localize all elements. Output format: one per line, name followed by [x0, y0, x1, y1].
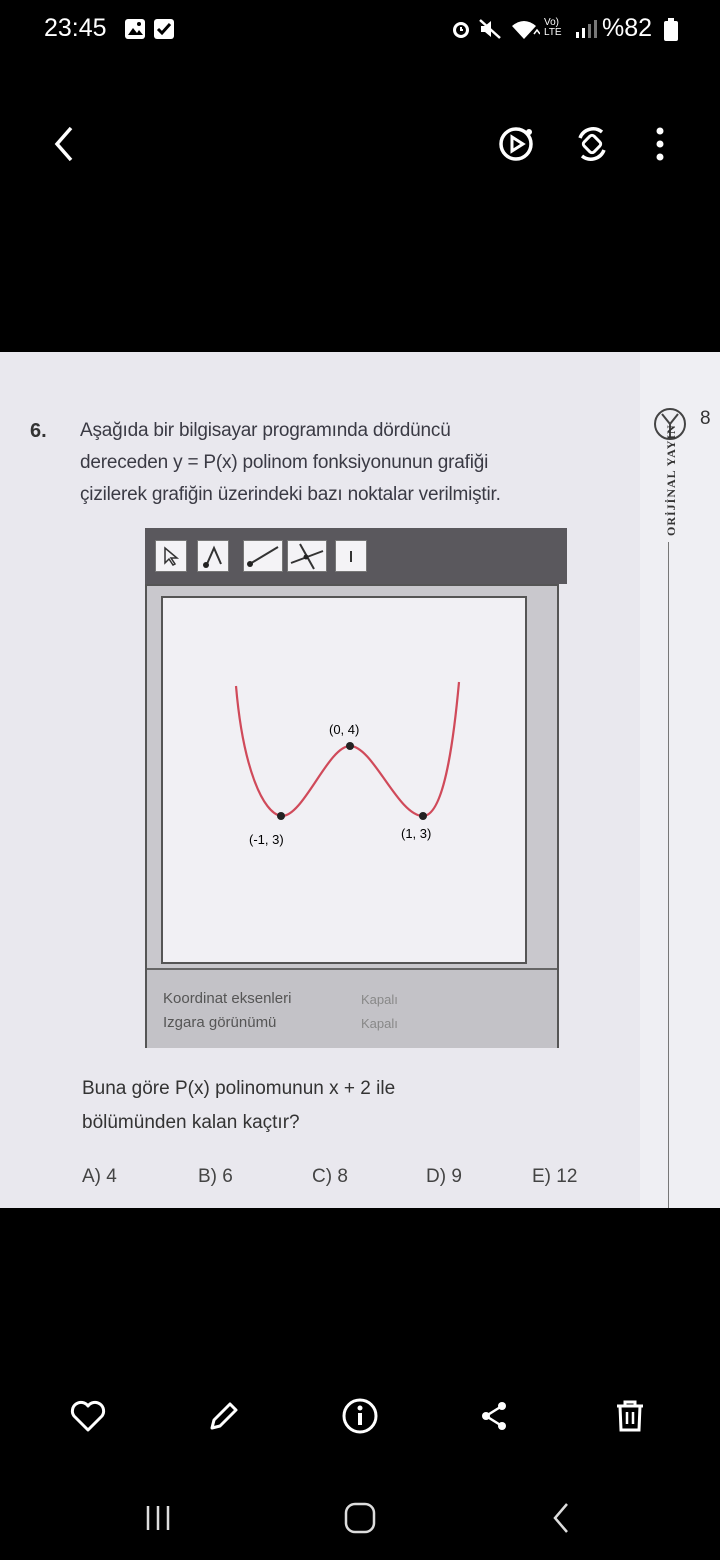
back-button[interactable]	[34, 114, 94, 174]
status-time: 23:45	[44, 14, 107, 42]
grid-setting-label: Izgara görünümü	[163, 1014, 277, 1031]
option-e: E) 12	[532, 1166, 578, 1187]
info-button[interactable]	[330, 1386, 390, 1446]
question-line-2: dereceden y = P(x) polinom fonksiyonunun grafiği	[80, 452, 489, 473]
settings-panel	[147, 968, 557, 1048]
perpendicular-icon	[288, 541, 326, 571]
point-min-right	[419, 812, 427, 820]
point-icon	[198, 541, 228, 571]
delete-button[interactable]	[600, 1386, 660, 1446]
line-icon	[244, 541, 282, 571]
photo-content[interactable]	[0, 352, 720, 1208]
more-button[interactable]	[630, 114, 690, 174]
question-number: 6.	[30, 420, 47, 442]
wifi-icon	[510, 18, 540, 40]
program-toolbar	[145, 528, 567, 584]
point-label-right: (1, 3)	[401, 826, 432, 841]
text-tool	[335, 540, 367, 572]
remaster-button[interactable]	[486, 114, 546, 174]
graph-frame	[145, 584, 559, 1048]
home-nav-button[interactable]	[330, 1488, 390, 1548]
margin-line	[668, 542, 669, 1208]
edit-icon	[204, 1396, 244, 1436]
question-prompt-line-2: bölümünden kalan kaçtır?	[82, 1112, 300, 1133]
more-icon	[655, 126, 665, 162]
check-box-icon	[153, 18, 175, 40]
share-button[interactable]	[464, 1386, 524, 1446]
graph-canvas	[161, 596, 527, 964]
battery-icon	[664, 18, 678, 42]
option-d: D) 9	[426, 1166, 462, 1187]
question-prompt-line-1: Buna göre P(x) polinomunun x + 2 ile	[82, 1078, 396, 1099]
axes-setting-label: Koordinat eksenleri	[163, 990, 292, 1007]
text-cursor-icon	[336, 541, 366, 571]
recents-nav-button[interactable]	[128, 1488, 188, 1548]
perpendicular-tool	[287, 540, 327, 572]
back-nav-button[interactable]	[532, 1488, 592, 1548]
polynomial-graph	[163, 598, 525, 962]
status-bar	[0, 0, 720, 60]
delete-icon	[610, 1396, 650, 1436]
option-a: A) 4	[82, 1166, 117, 1187]
battery-percent: %82	[602, 14, 653, 42]
line-tool	[243, 540, 283, 572]
question-line-3: çizilerek grafiğin üzerindeki bazı noktalar verilmiştir.	[80, 484, 501, 505]
back-nav-icon	[547, 1501, 577, 1535]
brand-text: ORİJİNAL YAYIN	[664, 424, 678, 536]
point-tool	[197, 540, 229, 572]
favorite-icon	[68, 1398, 108, 1434]
share-icon	[474, 1396, 514, 1436]
question-line-1: Aşağıda bir bilgisayar programında dördüncü	[80, 420, 451, 441]
point-label-top: (0, 4)	[329, 722, 360, 737]
image-icon	[124, 18, 146, 40]
rotate-button[interactable]	[562, 114, 622, 174]
favorite-button[interactable]	[58, 1386, 118, 1446]
point-label-left: (-1, 3)	[249, 832, 284, 847]
home-icon	[343, 1501, 377, 1535]
play-remaster-icon	[496, 124, 536, 164]
axes-setting-value: Kapalı	[361, 992, 398, 1007]
option-c: C) 8	[312, 1166, 348, 1187]
edit-button[interactable]	[194, 1386, 254, 1446]
signal-icon	[574, 18, 598, 40]
alarm-icon	[450, 18, 472, 40]
brand-logo	[650, 352, 690, 546]
mute-icon	[478, 18, 502, 40]
graph-program-window	[145, 528, 567, 1048]
info-icon	[340, 1396, 380, 1436]
recents-icon	[141, 1503, 175, 1533]
point-min-left	[277, 812, 285, 820]
grid-setting-value: Kapalı	[361, 1016, 398, 1031]
point-max	[346, 742, 354, 750]
cursor-icon	[156, 541, 186, 571]
back-icon	[49, 124, 79, 164]
rotate-icon	[572, 124, 612, 164]
network-type: Vo) LTE	[544, 17, 562, 38]
page-number: 8	[700, 408, 711, 429]
option-b: B) 6	[198, 1166, 233, 1187]
select-tool	[155, 540, 187, 572]
